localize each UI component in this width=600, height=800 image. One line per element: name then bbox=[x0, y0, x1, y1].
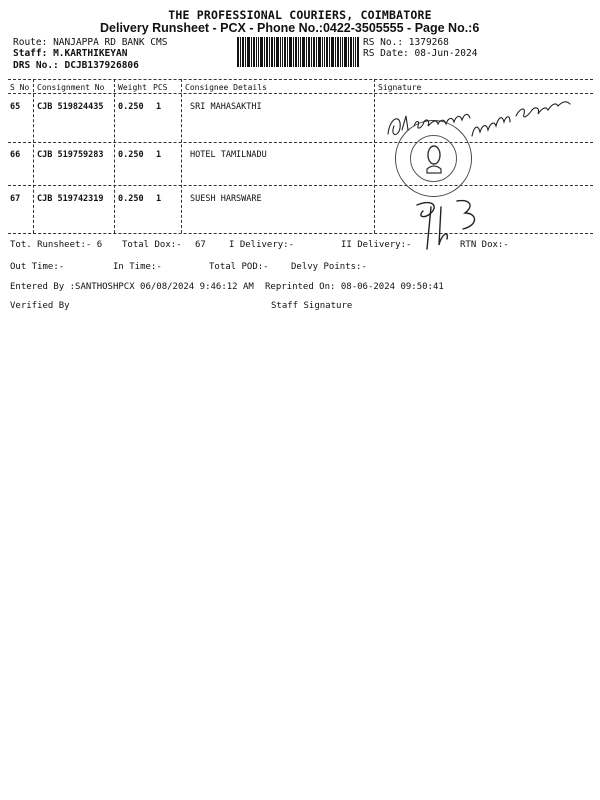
col-header-weight: Weight bbox=[118, 83, 147, 92]
stamp-emblem-icon bbox=[423, 143, 445, 175]
barcode bbox=[237, 37, 359, 67]
table-row-pcs: 1 bbox=[156, 194, 162, 204]
out-time: Out Time:- bbox=[10, 262, 65, 272]
rs-date-line bbox=[363, 48, 477, 59]
table-row-weight: 0.250 bbox=[118, 102, 144, 112]
col-header-signature: Signature bbox=[378, 83, 422, 92]
table-header-rule bbox=[8, 93, 593, 94]
column-divider bbox=[374, 79, 375, 233]
table-row-weight: 0.250 bbox=[118, 150, 144, 160]
table-row-sno: 67 bbox=[10, 194, 21, 204]
rs-date-label: RS Date: bbox=[363, 48, 409, 59]
table-row-weight: 0.250 bbox=[118, 194, 144, 204]
drs-line bbox=[13, 60, 139, 71]
handwritten-signature bbox=[380, 96, 580, 146]
ii-delivery: II Delivery:- bbox=[341, 240, 412, 250]
runsheet-title: Delivery Runsheet - PCX - Phone No.:0422-3505555 - Page No.:6 bbox=[100, 21, 480, 35]
staff-signature-label: Staff Signature bbox=[271, 301, 353, 311]
verified-by: Verified By bbox=[10, 301, 70, 311]
delvy-points: Delvy Points:- bbox=[291, 262, 367, 272]
entered-by: Entered By :SANTHOSHPCX 06/08/2024 9:46:12 AM bbox=[10, 282, 254, 292]
staff-label: Staff: bbox=[13, 48, 48, 59]
column-divider bbox=[114, 79, 115, 233]
total-dox-value: 67 bbox=[195, 240, 206, 250]
table-row-sno: 65 bbox=[10, 102, 21, 112]
rs-no-line bbox=[363, 37, 449, 48]
col-header-consignment: Consignment No bbox=[37, 83, 105, 92]
column-divider bbox=[181, 79, 182, 233]
table-bottom-rule bbox=[8, 233, 593, 234]
column-divider bbox=[33, 79, 34, 233]
staff-value: M.KARTHIKEYAN bbox=[53, 48, 128, 59]
table-row-pcs: 1 bbox=[156, 150, 162, 160]
total-pod: Total POD:- bbox=[209, 262, 269, 272]
table-row-consignment: CJB 519824435 bbox=[37, 102, 104, 112]
rs-no-label: RS No.: bbox=[363, 37, 404, 48]
total-dox-label: Total Dox:- bbox=[122, 240, 182, 250]
col-header-consignee: Consignee Details bbox=[185, 83, 267, 92]
route-value: NANJAPPA RD BANK CMS bbox=[53, 37, 168, 48]
row-divider bbox=[8, 185, 593, 186]
table-row-pcs: 1 bbox=[156, 102, 162, 112]
table-row-consignment: CJB 519759283 bbox=[37, 150, 104, 160]
drs-value: DCJB137926806 bbox=[64, 60, 139, 71]
table-row-consignment: CJB 519742319 bbox=[37, 194, 104, 204]
table-row-consignee: HOTEL TAMILNADU bbox=[190, 150, 267, 160]
drs-label: DRS No.: bbox=[13, 60, 59, 71]
rs-date-value: 08-Jun-2024 bbox=[414, 48, 478, 59]
table-row-consignee: SRI MAHASAKTHI bbox=[190, 102, 262, 112]
staff-line bbox=[13, 48, 127, 59]
reprinted-on: Reprinted On: 08-06-2024 09:50:41 bbox=[265, 282, 444, 292]
table-row-sno: 66 bbox=[10, 150, 21, 160]
rs-no-value: 1379268 bbox=[408, 37, 449, 48]
company-name: THE PROFESSIONAL COURIERS, COIMBATORE bbox=[168, 8, 432, 22]
i-delivery: I Delivery:- bbox=[229, 240, 295, 250]
in-time: In Time:- bbox=[113, 262, 162, 272]
route-line bbox=[13, 37, 167, 48]
col-header-pcs: PCS bbox=[153, 83, 168, 92]
rtn-dox: RTN Dox:- bbox=[460, 240, 509, 250]
table-row-consignee: SUESH HARSWARE bbox=[190, 194, 262, 204]
col-header-sno: S No bbox=[10, 83, 30, 92]
tot-runsheet: Tot. Runsheet:- 6 bbox=[10, 240, 103, 250]
route-label: Route: bbox=[13, 37, 48, 48]
table-top-rule bbox=[8, 79, 593, 80]
